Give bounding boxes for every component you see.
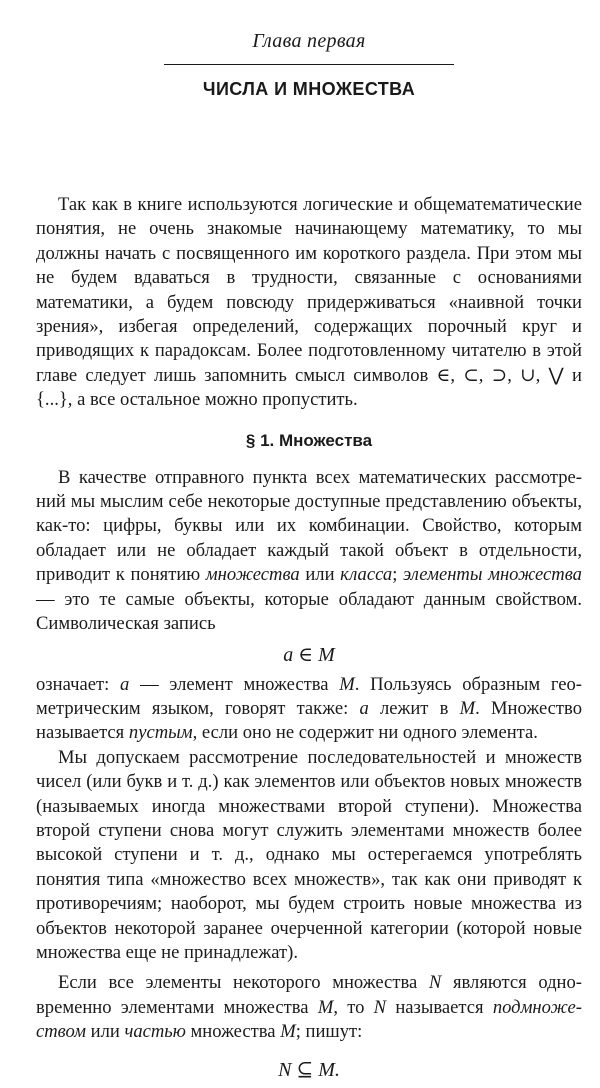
text-run: или — [299, 564, 341, 586]
math-var: M — [459, 697, 476, 719]
text-run: или — [85, 1021, 125, 1043]
paragraph-higher-order-sets: Мы допускаем рассмотрение последовательностей и множеств чисел (или букв и т. д.) как элементов или объектов новых множеств (называемых иногда множествами второй ступени). Множества второй ступени снова могут служить элементами множеств более высокой ступени и т. д., однако мы остерегаемся употреблять понятия типа «множество всех множеств», так как они приводят к противоречиям; наоборот, мы будем строить новые множества из объектов некоторой заранее очерченной категории (которой новые множества еще не принадлежат). — [36, 746, 582, 963]
text-run: В качестве отправного пункта всех математических рассмотрений мы мыслим себе некоторые доступные представлению объекты, как-то: цифры, буквы или их комбинации. Свойство, которым обладает или не обладает каждый такой объект в отдельности, приводит к понятию — [36, 466, 582, 586]
paragraph-membership-meaning — [36, 673, 582, 746]
paragraph-subsets — [36, 971, 582, 1044]
term-subset: подмножеством — [36, 996, 582, 1043]
text-run: — это те самые объекты, которые обладают данным свойством. Символическая запись — [36, 588, 582, 635]
chapter-title: ЧИСЛА И МНОЖЕСТВА — [202, 79, 416, 99]
math-var: a — [359, 697, 369, 719]
formula-membership: a ∈ M — [283, 643, 335, 666]
section-heading: § 1. Множества — [245, 430, 373, 450]
math-var: N — [428, 972, 442, 994]
term-elements: элементы множества — [402, 564, 582, 586]
text-run: , то — [333, 996, 374, 1018]
text-run: . Множество называется — [36, 697, 582, 744]
book-page — [36, 28, 582, 1088]
text-run: называется — [386, 996, 493, 1018]
math-var: a — [120, 673, 130, 695]
text-run: , если оно не содержит ни одного элемента. — [192, 722, 538, 744]
paragraph-sets-definition — [36, 466, 582, 637]
text-run: — элемент множества — [129, 673, 340, 695]
term-set: множества — [205, 564, 300, 586]
text-run: . Пользуясь образным геометрическим языком, говорят также: — [36, 673, 582, 719]
math-var: N — [373, 996, 387, 1018]
math-var: M — [339, 673, 355, 695]
text-run: множества — [185, 1021, 281, 1043]
text-run: означает: — [36, 673, 121, 695]
math-var: M — [317, 996, 334, 1018]
math-var: M — [280, 1021, 296, 1043]
text-run: ; пишут: — [295, 1021, 363, 1043]
intro-paragraph: Так как в книге используются логические и общематематические понятия, не очень знакомые начинающему математику, то мы должны начать с посвященного им короткого раздела. При этом мы не будем вдаваться в трудности, связанные с основаниями математики, а будем повсюду придерживаться «наивной точки зрения», избегая определений, содержащих порочный круг и приводящих к парадоксам. Более подготовленному читателю в этой главе следует лишь запомнить смысл символов ∈, ⊂, ⊃, ∪, ⋁ и {...}, а все остальное можно пропустить. — [36, 194, 582, 411]
chapter-divider — [164, 64, 454, 65]
text-run: Если все элементы некоторого множества — [58, 972, 429, 994]
text-run: ; — [392, 564, 403, 586]
term-empty: пустым — [128, 722, 193, 744]
text-run: лежит в — [368, 697, 460, 719]
chapter-label: Глава первая — [252, 30, 366, 52]
text-run: являются одновременно элементами множества — [36, 972, 582, 1018]
term-class: класса — [340, 564, 393, 586]
term-part: частью — [124, 1021, 186, 1043]
formula-subset: N ⊆ M. — [278, 1058, 340, 1081]
